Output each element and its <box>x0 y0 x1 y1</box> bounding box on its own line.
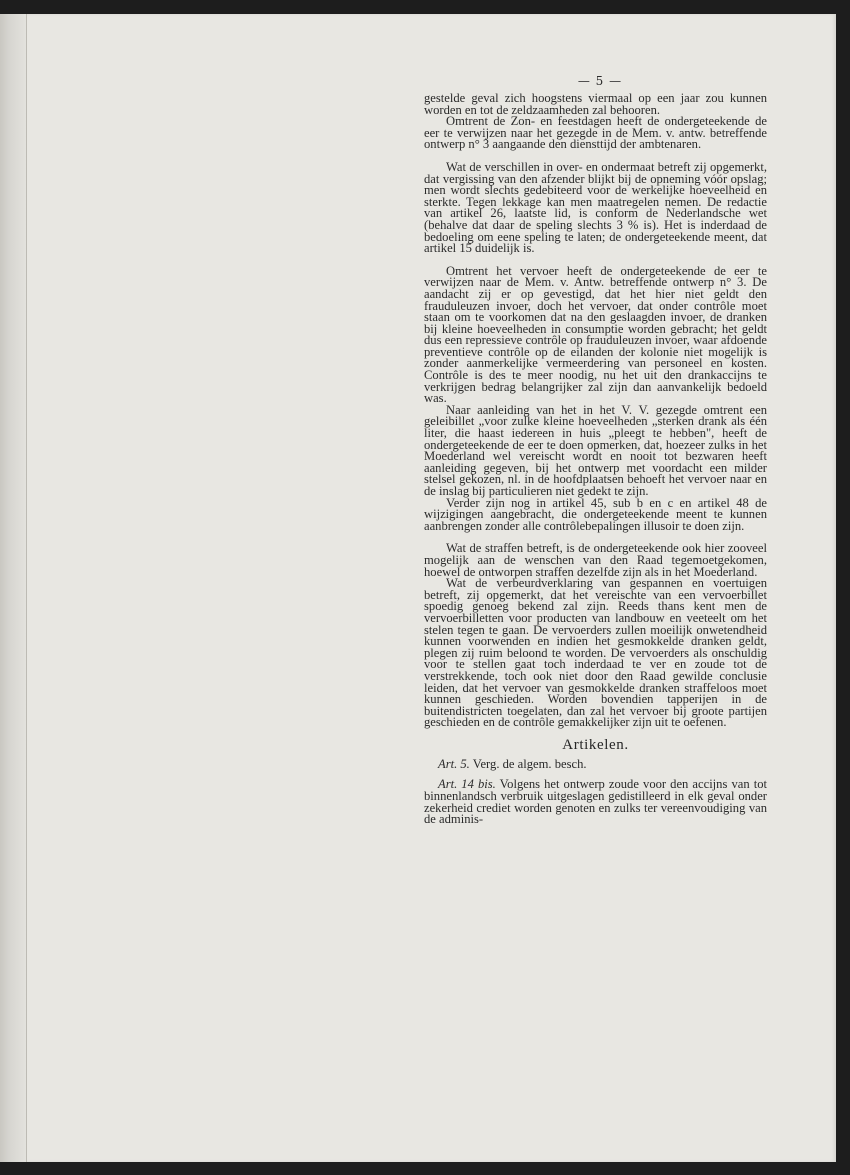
body-text <box>424 93 767 826</box>
article-5-label: Art. 5. <box>438 756 470 771</box>
paragraph-6: Verder zijn nog in artikel 45, sub b en c en artikel 48 de wijzigingen aangebracht, die ondergeteekende meent te kunnen aanbrengen zonder alle contrôlebepalingen illusoir te doen zijn. <box>424 495 767 533</box>
paragraph-3: Wat de verschillen in over- en ondermaat betreft zij opgemerkt, dat vergissing van den afzender blijkt bij de opneming vóór opslag; men wordt slechts gedebiteerd voor de werkelijke hoeveelheid en sterkte. Tegen lekkage kan men maatregelen nemen. De redactie van artikel 26, laatste lid, is conform de Nederlandsche wet (behalve dat daar de speling slechts 3 % is). Het is inderdaad de bedoeling om eene speling te laten; de ondergeteekende meent, dat artikel 15 duidelijk is. <box>424 159 767 256</box>
page-binding-edge <box>0 14 27 1162</box>
article-5-text: Verg. de algem. besch. <box>472 756 587 771</box>
paragraph-2: Omtrent de Zon- en feestdagen heeft de ondergeteekende de eer te verwijzen naar het gezegde in de Mem. v. antw. betreffende ontwerp n° 3 aangaande den diensttijd der ambtenaren. <box>424 114 767 152</box>
page-number: — 5 — <box>577 74 623 88</box>
section-heading: Artikelen. <box>562 736 629 753</box>
paragraph-1: gestelde geval zich hoogstens viermaal op een jaar zou kunnen worden en tot de zeldzaamheden zal behooren. <box>424 91 767 117</box>
paragraph-8: Wat de verbeurdverklaring van gespannen en voertuigen betreft, zij opgemerkt, dat het vereischte van een vervoerbillet spoedig genoeg bekend zal zijn. Reeds thans kent men de vervoerbilletten voor producten van landbouw en veeteelt om het stelen tegen te gaan. De vervoerders zullen moeilijk onwetendheid kunnen voorwenden en indien het gesmokkelde dranken geldt, plegen zij ruim beloond te worden. De vervoerders als onschuldig voor te stellen gaat toch inderdaad te ver en zoude tot de verstrekkende, toch ook niet door den Raad gewilde conclusie leiden, dat het vervoer van gesmokkelde dranken straffeloos moet kunnen geschieden. Worden bovendien tapperijen in de buitendistricten toegelaten, dan zal het vervoer bij groote partijen geschieden en de contrôle gemakkelijker zijn uit te oefenen. <box>424 576 767 730</box>
article-5 <box>424 756 767 771</box>
article-14-bis-label: Art. 14 bis. <box>438 777 496 792</box>
paragraph-4: Omtrent het vervoer heeft de ondergeteekende de eer te verwijzen naar de Mem. v. Antw. betreffende ontwerp n° 3. De aandacht zij er op gevestigd, dat het hier niet geldt den frauduleuzen invoer, doch het vervoer, dat onder contrôle moet staan om te voorkomen dat na den geslaagden invoer, de dranken bij kleine hoeveelheden in consumptie worden gebracht; het geldt dus een repressieve contrôle op frauduleuzen invoer, waar afdoende preventieve contrôle op de eilanden der kolonie niet mogelijk is zonder aanmerkelijke vermeerdering van personeel en kosten. Contrôle is des te meer noodig, nu het uit den drankaccijns te verkrijgen bedrag belangrijker zal zijn dan aanvankelijk bedoeld was. <box>424 263 767 406</box>
paragraph-7: Wat de straffen betreft, is de ondergeteekende ook hier zooveel mogelijk aan de wenschen van den Raad tegemoetgekomen, hoewel de ontworpen straffen dezelfde zijn als in het Moederland. <box>424 541 767 579</box>
article-14-bis-text: Volgens het ontwerp zoude voor den accijns van tot binnenlandsch verbruik uitgeslagen gedistilleerd in elk geval onder zekerheid crediet worden genoten en zulks ter vereenvoudiging van de adminis- <box>424 777 767 827</box>
paragraph-5: Naar aanleiding van het in het V. V. gezegde omtrent een geleibillet „voor zulke kleine hoeveelheden „sterken drank als één liter, die haast iedereen in huis „pleegt te hebben", heeft de ondergeteekende de eer te doen opmerken, dat, hoezeer zulks in het Moederland wel vereischt wordt en nooit tot bezwaren heeft aanleiding gegeven, bij het ontwerp met voordacht een milder stelsel gekozen, nl. in de hoofdplaatsen behoeft het vervoer naar en de inslag bij particulieren niet gedekt te zijn. <box>424 402 767 498</box>
article-14-bis <box>424 779 767 825</box>
